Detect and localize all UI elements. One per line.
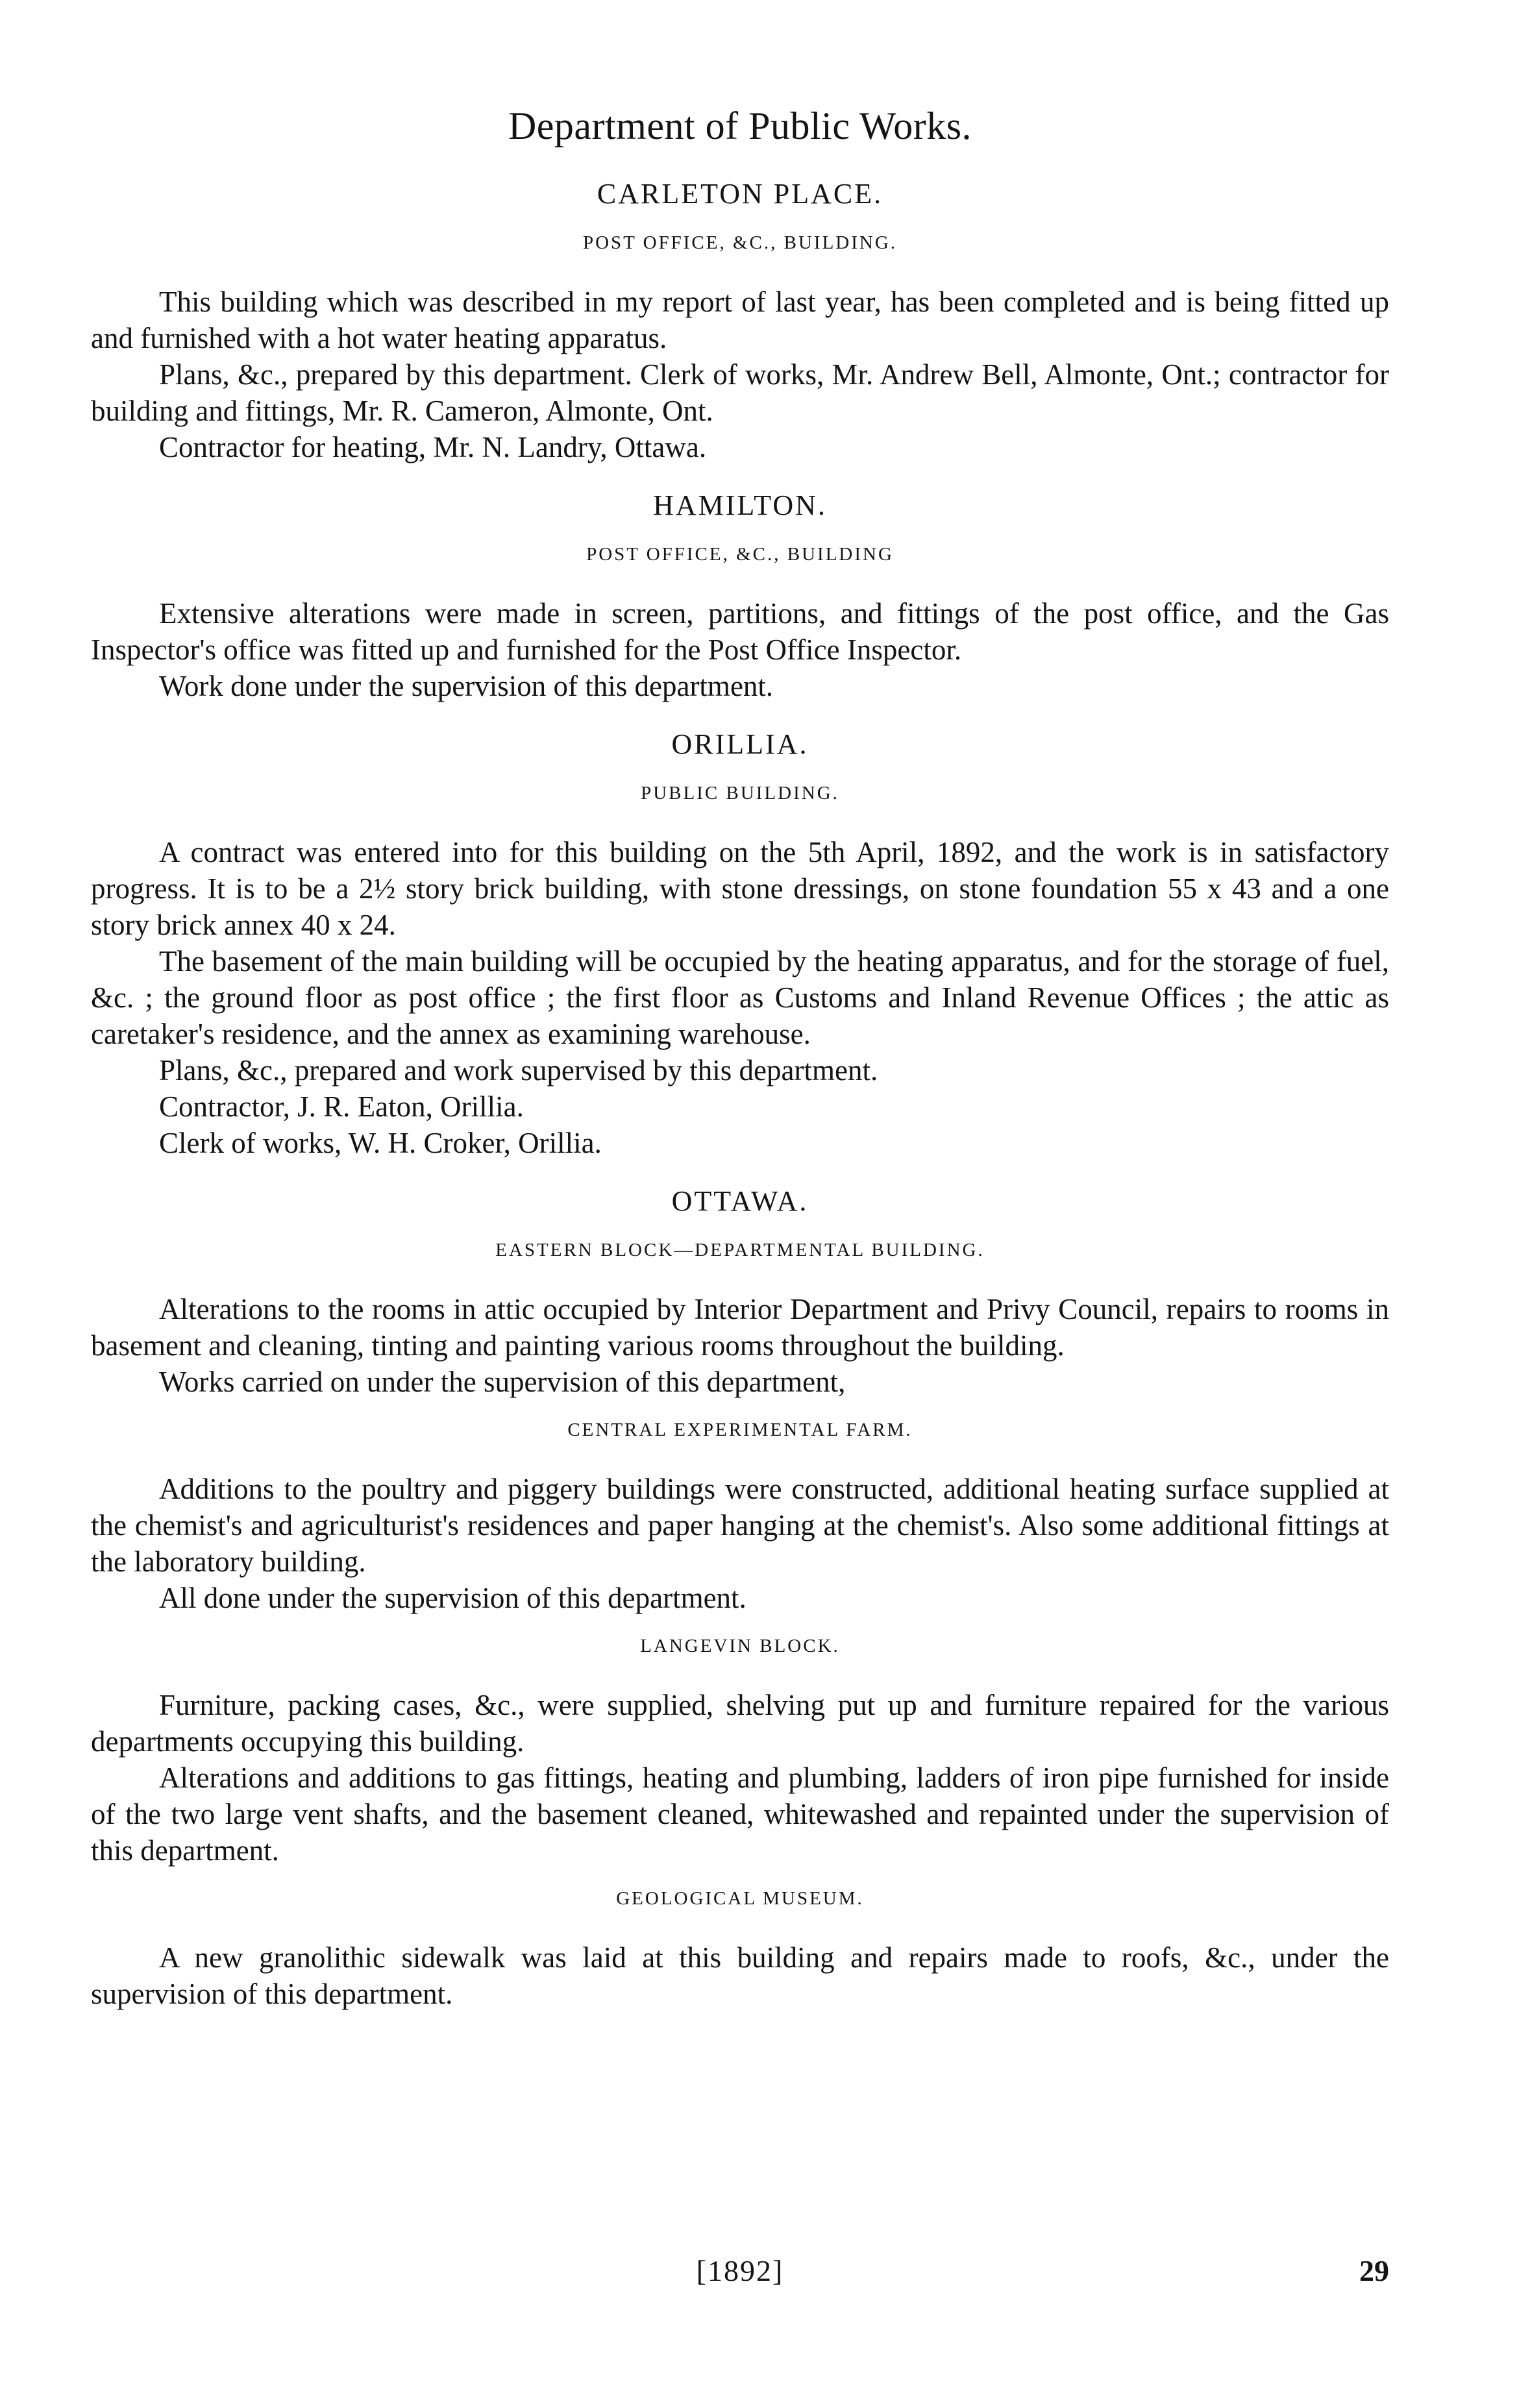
page-title: Department of Public Works. <box>508 104 972 147</box>
subsection-heading: PUBLIC BUILDING. <box>641 783 839 804</box>
paragraph: Contractor, J. R. Eaton, Orillia. <box>159 1090 524 1123</box>
paragraph: Plans, &c., prepared and work supervised by this department. <box>159 1054 878 1087</box>
subsection-heading: CENTRAL EXPERIMENTAL FARM. <box>567 1419 913 1440</box>
subsection-heading: POST OFFICE, &C., BUILDING <box>586 544 894 565</box>
paragraph: Contractor for heating, Mr. N. Landry, Ottawa. <box>159 431 707 463</box>
page-number: 29 <box>1359 2254 1389 2287</box>
document-body <box>91 177 1389 2012</box>
subsection-heading: EASTERN BLOCK—DEPARTMENTAL BUILDING. <box>495 1240 985 1260</box>
section <box>91 728 1389 1161</box>
subsection <box>91 1419 1389 1616</box>
subsection <box>91 783 1389 1161</box>
paragraph: Works carried on under the supervision of this department, <box>159 1366 846 1398</box>
subsection-heading: LANGEVIN BLOCK. <box>640 1636 840 1656</box>
place-heading: HAMILTON. <box>653 489 827 521</box>
place-heading: CARLETON PLACE. <box>597 178 883 210</box>
section <box>91 489 1389 704</box>
place-heading: ORILLIA. <box>671 728 809 760</box>
paragraph: Plans, &c., prepared by this department. Clerk of works, Mr. Andrew Bell, Almonte, Ont.; contractor for building and fittings, Mr. R. Cameron, Almonte, Ont. <box>91 358 1389 427</box>
subsection <box>91 232 1389 465</box>
subsection-heading: GEOLOGICAL MUSEUM. <box>616 1888 864 1909</box>
section <box>91 1185 1389 2012</box>
subsection <box>91 1888 1389 2012</box>
paragraph: Clerk of works, W. H. Croker, Orillia. <box>159 1127 602 1159</box>
subsection-heading: POST OFFICE, &C., BUILDING. <box>582 232 898 253</box>
subsection <box>91 1636 1389 1869</box>
subsection <box>91 1240 1389 1400</box>
paragraph: Work done under the supervision of this department. <box>159 670 774 702</box>
paragraph: Extensive alterations were made in screen, partitions, and fittings of the post office, and the Gas Inspector's office was fitted up and furnished for the Post Office Inspector. <box>91 597 1389 666</box>
footer-year: [1892] <box>696 2254 784 2287</box>
paragraph: A new granolithic sidewalk was laid at this building and repairs made to roofs, &c., under the supervision of this department. <box>91 1941 1389 2010</box>
subsection <box>91 544 1389 704</box>
paragraph: Alterations and additions to gas fittings, heating and plumbing, ladders of iron pipe furnished for inside of the two large vent shafts, and the basement cleaned, whitewashed and repainted under the supervision of this department. <box>91 1762 1389 1867</box>
document-page <box>91 104 1389 2363</box>
page-footer <box>91 2254 1389 2292</box>
paragraph: All done under the supervision of this department. <box>159 1582 746 1614</box>
place-heading: OTTAWA. <box>671 1185 809 1217</box>
paragraph: This building which was described in my report of last year, has been completed and is being fitted up and furnished with a hot water heating apparatus. <box>91 286 1389 354</box>
paragraph: Alterations to the rooms in attic occupied by Interior Department and Privy Council, repairs to rooms in basement and cleaning, tinting and painting various rooms throughout the building. <box>91 1293 1389 1362</box>
paragraph: The basement of the main building will be occupied by the heating apparatus, and for the storage of fuel, &c. ; the ground floor as post office ; the first floor as Customs and Inland Revenue Offices ; the attic as caretaker's residence, and the annex as examining warehouse. <box>91 945 1389 1050</box>
paragraph: Additions to the poultry and piggery buildings were constructed, additional heating surface supplied at the chemist's and agriculturist's residences and paper hanging at the chemist's. Also some additional fittings at the laboratory building. <box>91 1473 1389 1578</box>
paragraph: A contract was entered into for this building on the 5th April, 1892, and the work is in satisfactory progress. It is to be a 2½ story brick building, with stone dressings, on stone foundation 55 x 43 and a one story brick annex 40 x 24. <box>91 836 1389 941</box>
paragraph: Furniture, packing cases, &c., were supplied, shelving put up and furniture repaired for the various departments occupying this building. <box>91 1689 1389 1758</box>
section <box>91 177 1389 465</box>
